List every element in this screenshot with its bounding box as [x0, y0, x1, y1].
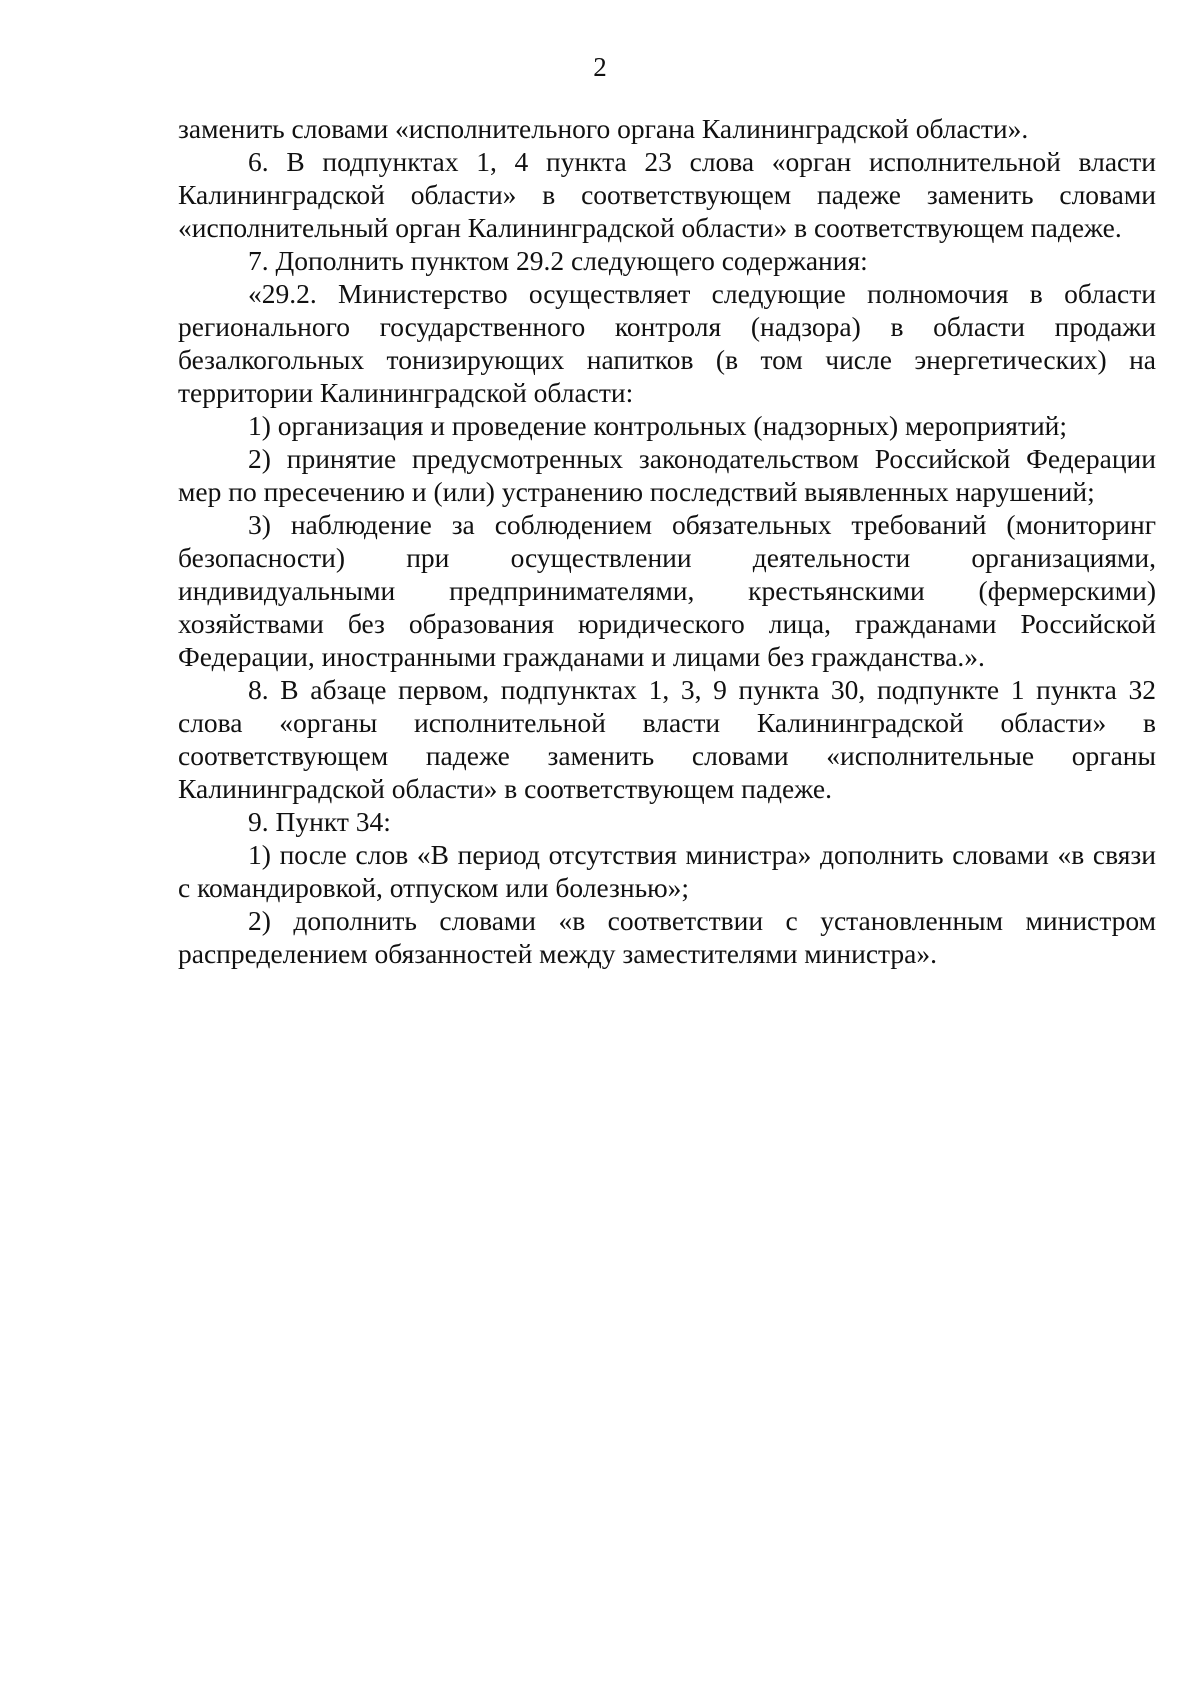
- document-body: [178, 112, 1156, 970]
- paragraph-item-9-sub-2: 2) дополнить словами «в соответствии с установленным министром распределением обязанностей между заместителями министра».: [178, 905, 1156, 969]
- paragraph-item-8: 8. В абзаце первом, подпунктах 1, 3, 9 пункта 30, подпункте 1 пункта 32 слова «органы исполнительной власти Калининградской области» в соответствующем падеже заменить словами «исполнительные органы Калининградской области» в соответствующем падеже.: [178, 674, 1156, 804]
- paragraph-subitem-3: 3) наблюдение за соблюдением обязательных требований (мониторинг безопасности) при осуществлении деятельности организациями, индивидуальными предпринимателями, крестьянскими (фермерскими) хозяйствами без образования юридического лица, гражданами Российской Федерации, иностранными гражданами и лицами без гражданства.».: [178, 509, 1156, 672]
- paragraph-item-7: 7. Дополнить пунктом 29.2 следующего содержания:: [248, 245, 868, 276]
- paragraph-continuation: заменить словами «исполнительного органа Калининградской области».: [178, 113, 1029, 144]
- paragraph-subitem-1: 1) организация и проведение контрольных (надзорных) мероприятий;: [248, 410, 1068, 441]
- paragraph-subitem-2: 2) принятие предусмотренных законодательством Российской Федерации мер по пресечению и (или) устранению последствий выявленных нарушений;: [178, 443, 1156, 507]
- page-number: 2: [593, 52, 607, 82]
- paragraph-item-6: 6. В подпунктах 1, 4 пункта 23 слова «орган исполнительной власти Калининградской области» в соответствующем падеже заменить словами «исполнительный орган Калининградской области» в соответствующем падеже.: [178, 146, 1156, 243]
- paragraph-item-9-sub-1: 1) после слов «В период отсутствия министра» дополнить словами «в связи с командировкой, отпуском или болезнью»;: [178, 839, 1156, 903]
- paragraph-quote-29-2: «29.2. Министерство осуществляет следующие полномочия в области регионального государственного контроля (надзора) в области продажи безалкогольных тонизирующих напитков (в том числе энергетических) на территории Калининградской области:: [178, 278, 1156, 408]
- paragraph-item-9: 9. Пункт 34:: [248, 806, 391, 837]
